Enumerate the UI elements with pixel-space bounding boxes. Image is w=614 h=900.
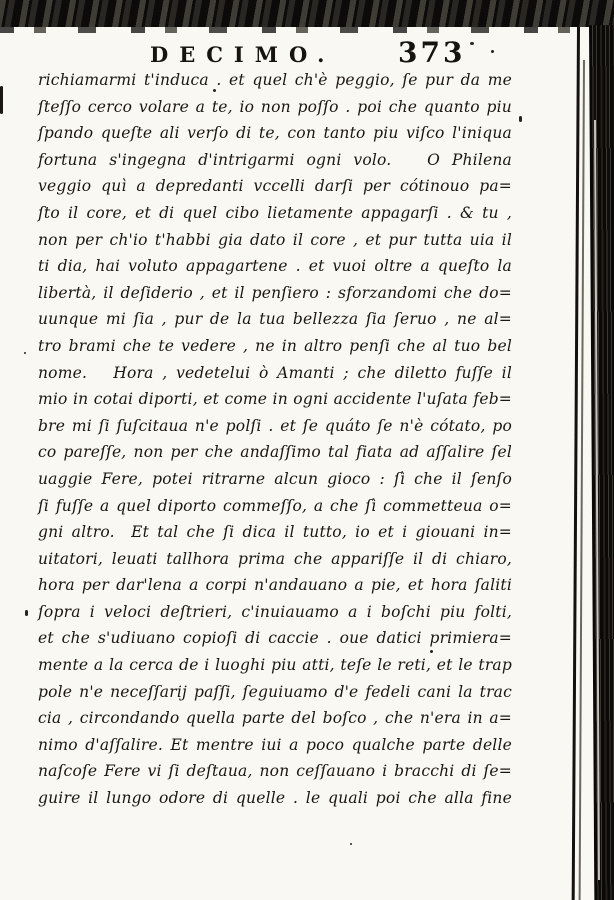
- ink-speck: [350, 843, 352, 845]
- text-line: nimo d'aſſalire. Et mentre iui a poco qualche parte delle: [38, 735, 512, 754]
- text-line: bre mi ſi ſuſcitaua n'e polſi . et ſe quáto ſe n'è cótato, po: [38, 416, 512, 435]
- text-line: cia , circondando quella parte del boſco , che n'era in a=: [38, 709, 512, 728]
- ink-speck: [25, 610, 28, 616]
- page-text-block: [38, 67, 512, 812]
- text-line: mio in cotai diporti, et come in ogni accidente l'uſata feb=: [38, 390, 512, 409]
- text-line: richiamarmi t'induca . et quel ch'è peggio, ſe pur da me: [38, 71, 512, 89]
- ink-speck: [519, 116, 522, 122]
- page-edge-line-secondary: [579, 60, 585, 900]
- text-line: hora per dar'lena a corpi n'andauano a pie, et hora ſaliti: [38, 576, 512, 595]
- text-line: ſopra i veloci deſtrieri, c'inuiauamo a i boſchi piu folti,: [38, 602, 512, 621]
- text-line: ti dia, hai voluto appagartene . et vuoi oltre a queſto la: [38, 257, 512, 276]
- text-line: guire il lungo odore di quelle . le quali poi che alla fine: [38, 789, 512, 808]
- ink-speck: [24, 352, 26, 354]
- text-line: gni altro. Et tal che ſi dica il tutto, io et i giouani in=: [38, 523, 512, 542]
- text-line: libertà, il deſiderio , et il penſiero : sforzandomi che do=: [38, 283, 512, 302]
- book-binding-edge: [589, 25, 614, 900]
- text-line: ſto il core, et di quel cibo lietamente appagarſi . & tu ,: [38, 203, 512, 222]
- text-line: et che s'udiuano copioſi di caccie . oue datici primiera=: [38, 629, 512, 648]
- text-line: pole n'e neceſſarij paſſi, ſeguiuamo d'e fedeli cani la trac: [38, 682, 512, 701]
- text-line: tro brami che te vedere , ne in altro penſi che al tuo bel: [38, 336, 512, 355]
- text-line: ſpando queſte ali verſo di te, con tanto piu viſco l'iniqua: [38, 124, 512, 143]
- text-line: nome. Hora , vedetelui ò Amanti ; che diletto fuſſe il: [38, 363, 512, 382]
- running-title: DECIMO.: [150, 42, 336, 67]
- text-line: fortuna s'ingegna d'intrigarmi ogni volo. O Philena: [38, 150, 512, 169]
- text-line: ſteſſo cerco volare a te, io non poſſo . poi che quanto piu: [38, 97, 512, 116]
- scan-left-mark: [0, 86, 3, 114]
- text-line: non per ch'io t'habbi gia dato il core , et pur tutta uia il: [38, 230, 512, 249]
- text-line: ſi fuſſe a quel diporto commeſſo, a che ſì commetteua o=: [38, 496, 512, 515]
- text-line: uunque mi ſia , pur de la tua bellezza ſia ſeruo , ne al=: [38, 310, 512, 329]
- text-line: naſcoſe Fere vi ſi deſtaua, non ceſſauano i bracchi di ſe=: [38, 762, 512, 781]
- text-line: veggio quì a depredanti vccelli darſi per cótinouo pa=: [38, 177, 512, 196]
- text-line: co pareſſe, non per che andaſſimo tal fiata ad aſſalire ſel: [38, 443, 512, 462]
- text-line: uaggie Fere, potei ritrarne alcun gioco : ſì che il ſenſo: [38, 469, 512, 488]
- scan-top-border: [0, 0, 614, 27]
- text-line: uitatori, leuati tallhora prima che appariſſe il di chiaro,: [38, 549, 512, 568]
- page-number: 373: [398, 36, 466, 69]
- text-line: mente a la cerca de i luoghi piu atti, teſe le reti, et le trap: [38, 656, 512, 675]
